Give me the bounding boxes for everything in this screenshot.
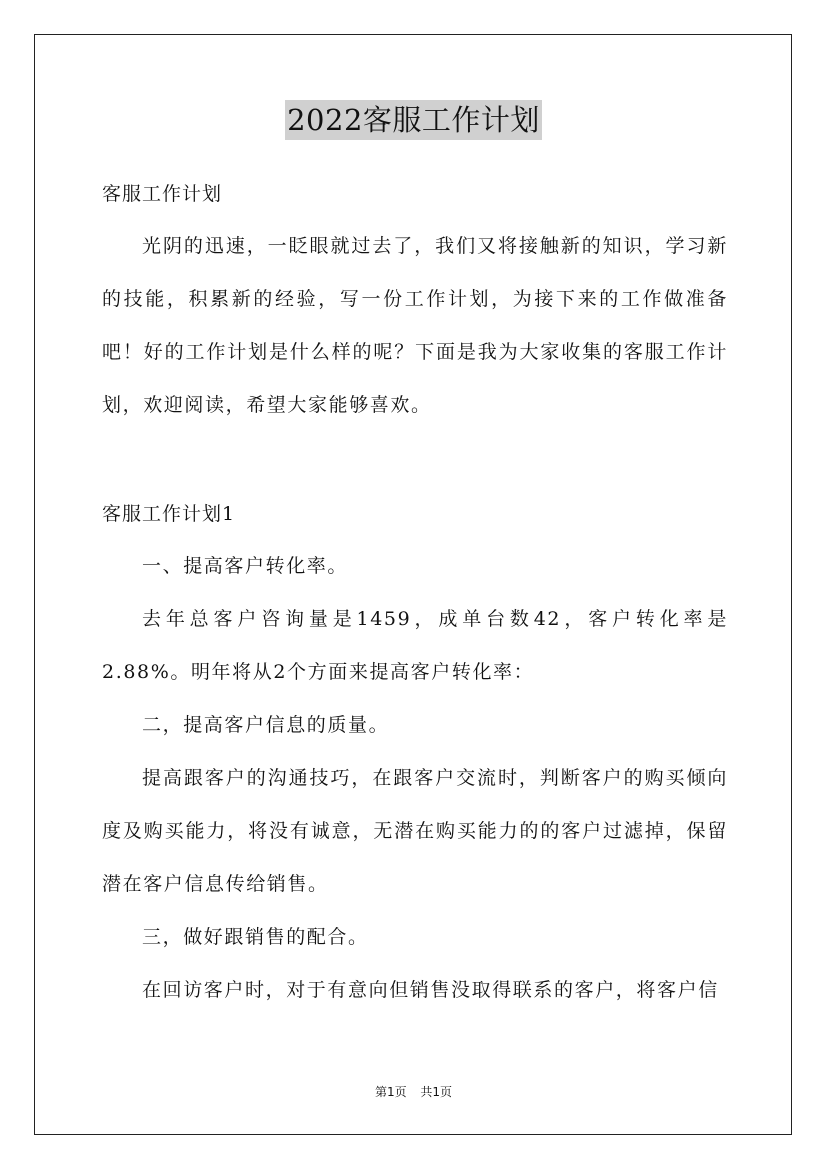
title-container [0, 100, 827, 140]
section1-heading: 客服工作计划1 [102, 503, 236, 525]
document-title: 2022客服工作计划 [285, 100, 542, 140]
paragraph-goal-3: 三，做好跟销售的配合。 [142, 926, 369, 948]
paragraph-communication: 提高跟客户的沟通技巧，在跟客户交流时，判断客户的购买倾向度及购买能力，将没有诚意，无潜在购买能力的的客户过滤掉，保留潜在客户信息传给销售。 [102, 767, 728, 895]
intro-paragraph: 光阴的迅速，一眨眼就过去了，我们又将接触新的知识，学习新的技能，积累新的经验，写一份工作计划，为接下来的工作做准备吧！好的工作计划是什么样的呢？下面是我为大家收集的客服工作计划，欢迎阅读，希望大家能够喜欢。 [102, 235, 728, 416]
paragraph-goal-1: 一、提高客户转化率。 [142, 555, 349, 577]
paragraph-follow-up: 在回访客户时，对于有意向但销售没取得联系的客户，将客户信 [142, 979, 719, 1001]
section-spacer [102, 432, 728, 488]
document-body [102, 168, 728, 1017]
paragraph-goal-2: 二，提高客户信息的质量。 [142, 714, 390, 736]
page-number-total: 共1页 [420, 1085, 453, 1099]
page-number-current: 第1页 [374, 1085, 407, 1099]
page-footer [0, 1083, 827, 1100]
paragraph-conversion-stats: 去年总客户咨询量是1459，成单台数42，客户转化率是2.88%。明年将从2个方面来提高客户转化率： [102, 608, 728, 683]
intro-heading: 客服工作计划 [102, 183, 223, 205]
